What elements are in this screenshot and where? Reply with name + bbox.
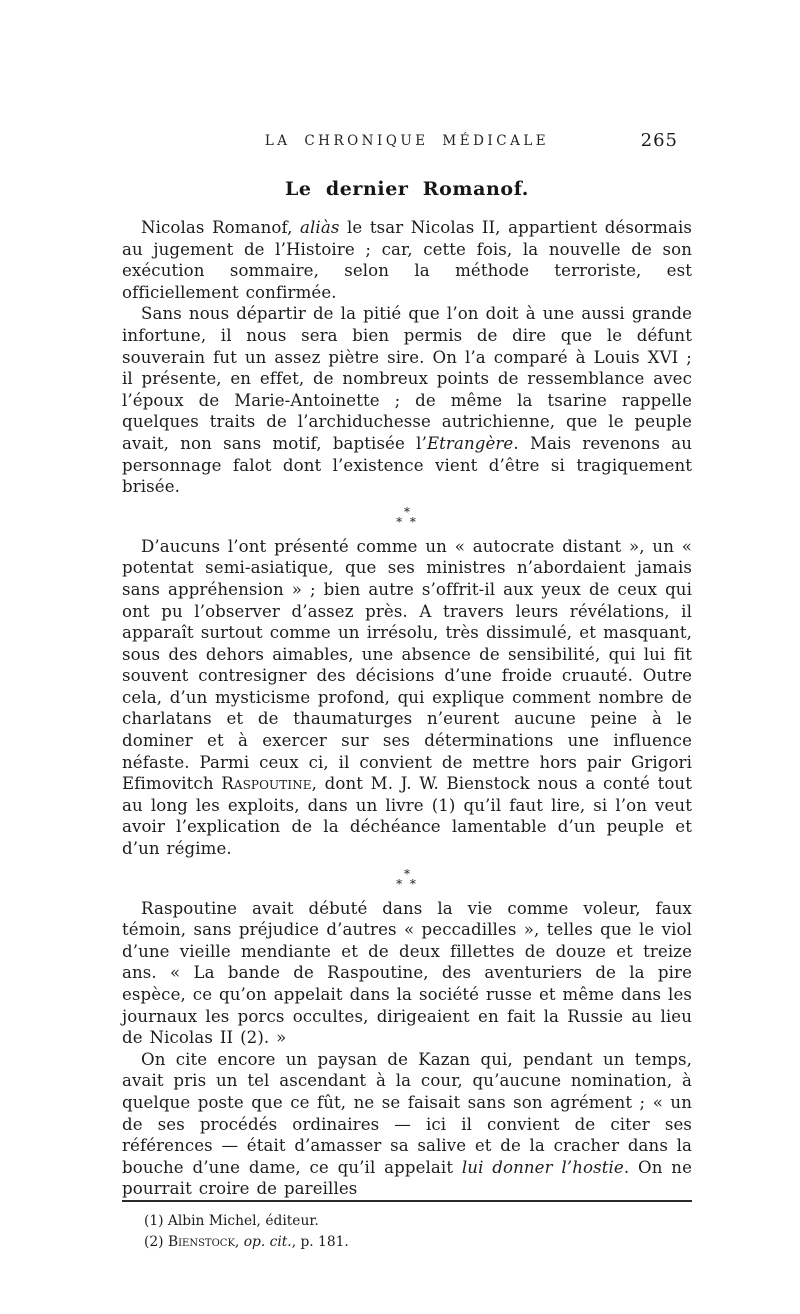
page-number: 265 — [640, 130, 678, 151]
asterism-bottom-stars: * * — [396, 876, 418, 891]
asterism-top-star: * — [404, 866, 410, 881]
paragraph — [122, 898, 692, 1049]
paragraph — [122, 217, 692, 303]
text-run: (1) Albin Michel, éditeur. — [144, 1212, 319, 1229]
asterism-bottom-stars: * * — [396, 514, 418, 529]
footnotes-section — [122, 1200, 692, 1253]
text-run: Nicolas Romanof, — [141, 218, 301, 237]
text-run: Sans nous départir de la pitié que l’on doit à une aussi grande infortune, il nous sera bien permis de dire que le défunt souverain fut un assez piètre sire. On l’a comparé à Louis XVI ; il présente, en effet, de nombreux points de ressemblance avec l’époux de Marie-Antoinette ; de même la tsarine rappelle quelques traits de l’archiduchesse autrichienne, que le peuple avait, non sans motif, baptisée l’ — [122, 304, 692, 453]
paragraph — [122, 303, 692, 497]
text-run: le tsar Nicolas II, appartient désormais au jugement de l’Histoire ; car, cette fois, la nouvelle de son exécution sommaire, selon la méthode terroriste, est officiellement confirmée. — [122, 218, 692, 302]
article-body — [122, 217, 692, 1200]
paragraph — [122, 1049, 692, 1200]
text-run: (2) — [144, 1233, 168, 1250]
paragraph — [122, 536, 692, 860]
text-column — [122, 0, 692, 1253]
asterism-separator — [122, 866, 692, 891]
footnote — [122, 1232, 692, 1253]
text-run: On cite encore un paysan de Kazan qui, pendant un temps, avait pris un tel ascendant à la cour, qu’aucune nomination, à quelque poste que ce fût, ne se faisait sans son agrément ; « un de ses procédés ordinaires — ici il convient de citer ses références — était d’amasser sa salive et de la cracher dans la bouche d’une dame, ce qu’il appelait — [122, 1049, 692, 1177]
asterism-separator — [122, 504, 692, 529]
text-run: D’aucuns l’ont présenté comme un « autocrate distant », un « potentat semi-asiatique, que ses ministres n’abordaient jamais sans appréhension » ; bien autre s’offrit-il aux yeux de ceux qui ont pu l’observer d’assez près. A travers leurs révélations, il apparaît surtout comme un irrésolu, très dissimulé, et masquant, sous des dehors aimables, une absence de sensibilité, qui lui fit souvent contresigner des décisions d’une froide cruauté. Outre cela, d’un mysticisme profond, qui explique comment nombre de charlatans et de thaumaturges n’eurent aucune peine à le dominer et à exercer sur ses déterminations une influence néfaste. Parmi ceux ci, il convient de mettre hors pair Grigori Efimovitch — [122, 536, 692, 794]
text-run-italic: aliàs — [300, 218, 340, 237]
text-run: . On ne pourrait croire de pareilles — [122, 1157, 692, 1199]
text-run-smallcaps: Bienstock — [167, 1233, 235, 1250]
asterism-top-star: * — [404, 504, 410, 519]
journal-title: LA CHRONIQUE MÉDICALE — [264, 133, 550, 149]
article-body-wrapper — [122, 217, 692, 1200]
text-run: Raspoutine avait débuté dans la vie comme voleur, faux témoin, sans préjudice d’autres « peccadilles », telles que le viol d’une vieille mendiante et de deux fillettes de douze et treize ans. « La bande de Raspoutine, des aventuriers de la pire espèce, ce qu’on appelait dans la société russe et même dans les journaux les porcs occultes, dirigeaient en fait la Russie au lieu de Nicolas II (2). » — [122, 898, 692, 1048]
text-run-smallcaps: Raspoutine — [221, 774, 312, 794]
text-run: , — [234, 1233, 244, 1250]
text-run: , p. 181. — [291, 1233, 349, 1250]
text-run-italic: lui donner l’hostie — [461, 1157, 624, 1177]
footnote — [122, 1211, 692, 1232]
running-head — [122, 130, 692, 151]
text-run: . Mais revenons au personnage falot dont l’existence vient d’être si tragiquement brisée. — [122, 433, 692, 497]
article-title: Le dernier Romanof. — [284, 178, 530, 200]
text-run: , dont M. J. W. Bienstock nous a conté tout au long les exploits, dans un livre (1) qu’il faut lire, si l’on veut avoir l’explication de la déchéance lamentable d’un peuple et d’un régime. — [122, 774, 692, 859]
text-run-italic: Etrangère — [426, 433, 514, 453]
text-run-italic: op. cit. — [243, 1233, 292, 1250]
